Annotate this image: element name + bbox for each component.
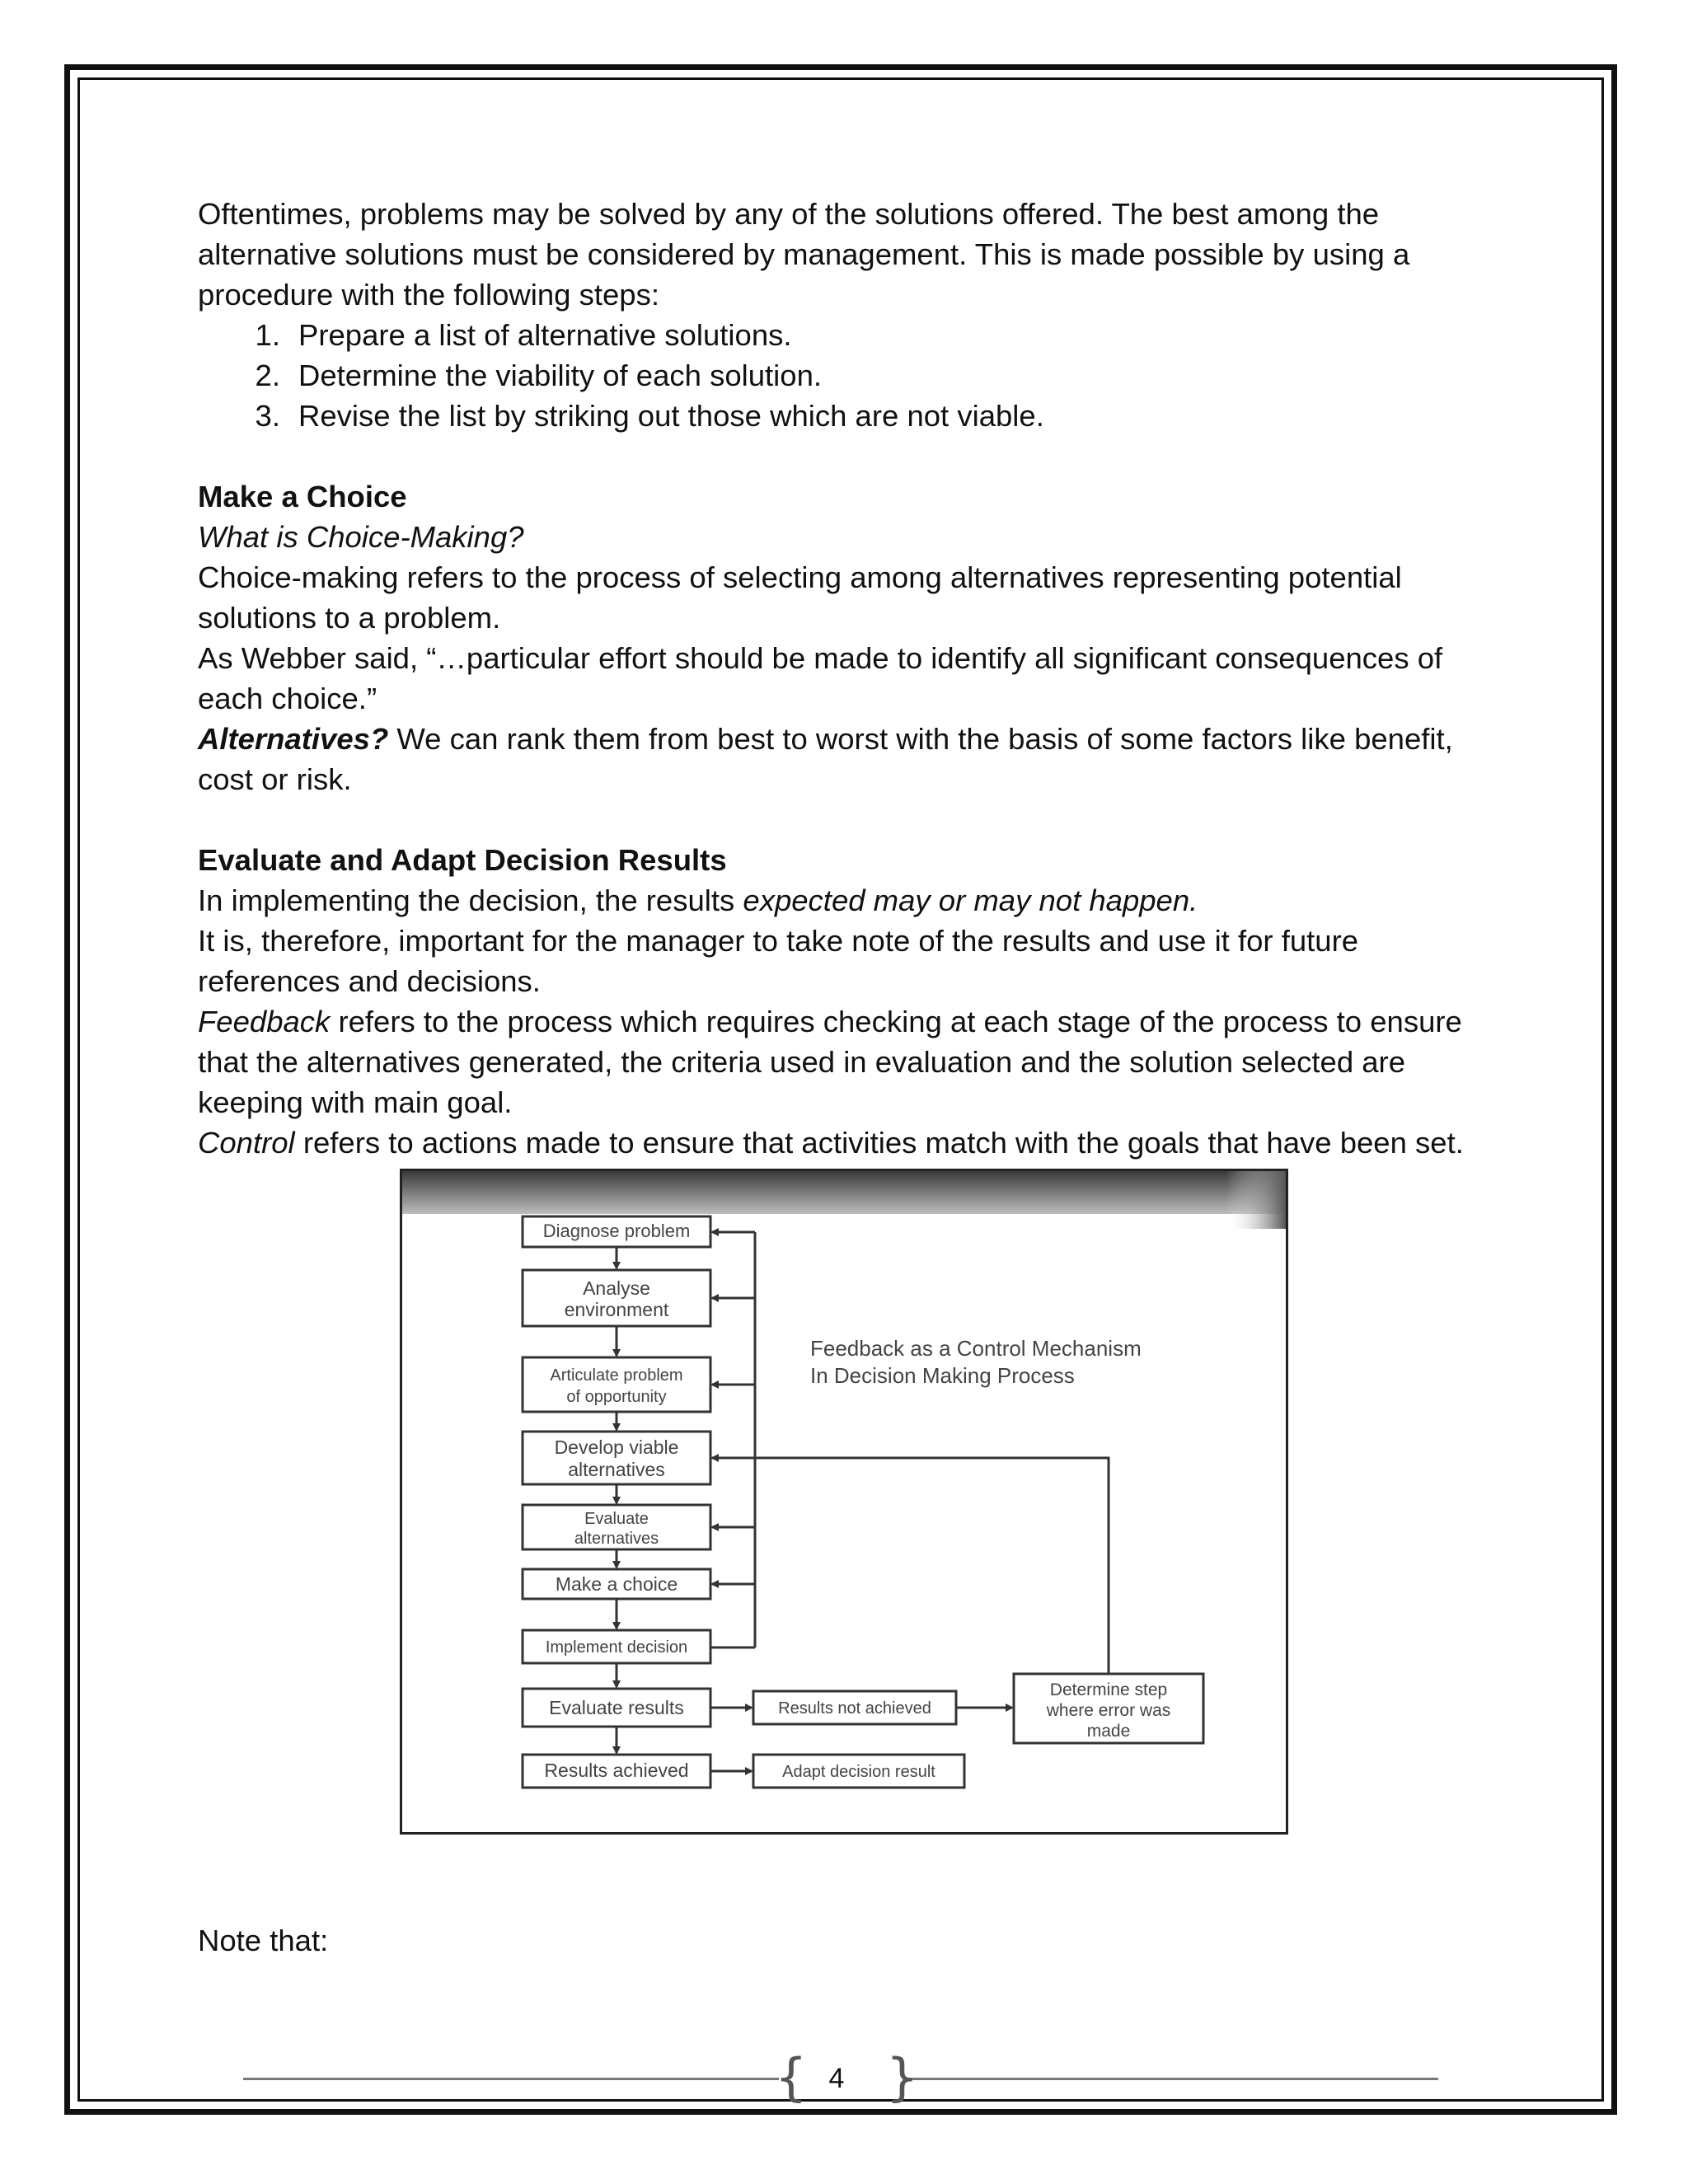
steps-list	[198, 315, 1517, 436]
list-number: 1.	[255, 318, 280, 352]
box-label: alternatives	[574, 1530, 659, 1548]
list-number: 2.	[255, 359, 280, 392]
box-label: Evaluate results	[549, 1697, 684, 1718]
list-item	[198, 396, 1517, 436]
box-label: environment	[564, 1299, 669, 1320]
list-item	[198, 315, 1517, 355]
box-label: Determine step	[1049, 1680, 1168, 1699]
alternatives-text: We can rank them from best to worst with the basis of some factors like benefit,	[388, 722, 1453, 756]
control-term: Control	[198, 1126, 295, 1160]
section-heading-evaluate: Evaluate and Adapt Decision Results	[198, 843, 727, 877]
feedback-control-diagram	[400, 1169, 1288, 1835]
body-line: references and decisions.	[198, 964, 541, 998]
intro-line: Oftentimes, problems may be solved by any of the solutions offered. The best among the	[198, 197, 1380, 231]
body-line	[198, 880, 1517, 921]
body-text: refers to actions made to ensure that activities match with the goals that have been set.	[294, 1126, 1464, 1160]
page-number-right-brace: }	[886, 2047, 919, 2107]
body-text: refers to the process which requires checking at each stage of the process to ensure	[330, 1005, 1462, 1038]
list-text: Prepare a list of alternative solutions.	[298, 318, 792, 352]
page-content	[198, 194, 1517, 1163]
body-line	[198, 1001, 1517, 1042]
footer-rule-right	[903, 2078, 1438, 2080]
subheading: What is Choice-Making?	[198, 520, 524, 554]
body-line: Choice-making refers to the process of selecting among alternatives representing potential	[198, 560, 1402, 594]
body-line: solutions to a problem.	[198, 601, 501, 635]
box-label: Implement decision	[545, 1638, 688, 1657]
box-label: made	[1086, 1722, 1131, 1741]
list-number: 3.	[255, 399, 280, 433]
slide-corner-shade	[1226, 1171, 1286, 1229]
intro-line: procedure with the following steps:	[198, 278, 659, 312]
box-label: of opportunity	[566, 1388, 667, 1406]
list-item	[198, 355, 1517, 396]
body-line: It is, therefore, important for the manager to take note of the results and use it for future	[198, 924, 1359, 958]
body-line	[198, 719, 1517, 759]
intro-line: alternative solutions must be considered by management. This is made possible by using a	[198, 237, 1410, 271]
body-line: cost or risk.	[198, 762, 352, 796]
box-label: Results not achieved	[778, 1699, 931, 1718]
body-line: As Webber said, “…particular effort should be made to identify all significant consequences of	[198, 641, 1443, 675]
arrow-back-to-develop	[712, 1458, 1109, 1674]
body-line: keeping with main goal.	[198, 1085, 513, 1119]
list-text: Determine the viability of each solution.	[298, 359, 823, 392]
list-text: Revise the list by striking out those which are not viable.	[298, 399, 1044, 433]
note-that: Note that:	[198, 1924, 329, 1957]
flowchart	[402, 1171, 1286, 1832]
alternatives-term: Alternatives?	[198, 722, 389, 756]
figure-title: In Decision Making Process	[810, 1363, 1075, 1388]
box-label: Articulate problem	[550, 1366, 683, 1385]
page-number: 4	[828, 2063, 845, 2094]
box-label: Evaluate	[584, 1510, 649, 1528]
footer-rule-left	[243, 2078, 779, 2080]
body-line: each choice.”	[198, 682, 377, 715]
box-label: alternatives	[568, 1459, 665, 1480]
italic-text: expected may or may not happen.	[743, 883, 1198, 917]
body-text: In implementing the decision, the results	[198, 883, 743, 917]
box-label: Results achieved	[544, 1760, 689, 1781]
feedback-term: Feedback	[198, 1005, 331, 1038]
figure-title: Feedback as a Control Mechanism	[810, 1336, 1142, 1361]
box-label: Adapt decision result	[782, 1763, 935, 1781]
page-number-left-brace: {	[775, 2047, 808, 2107]
box-label: Make a choice	[555, 1573, 678, 1595]
box-label: Analyse	[583, 1277, 650, 1299]
body-line: that the alternatives generated, the criteria used in evaluation and the solution selected are	[198, 1045, 1406, 1079]
slide-header-bar	[402, 1171, 1286, 1214]
body-line	[198, 1122, 1517, 1163]
box-label: where error was	[1046, 1701, 1171, 1720]
section-heading-make-choice: Make a Choice	[198, 480, 407, 513]
box-label: Develop viable	[554, 1436, 679, 1458]
box-label: Diagnose problem	[542, 1221, 691, 1241]
